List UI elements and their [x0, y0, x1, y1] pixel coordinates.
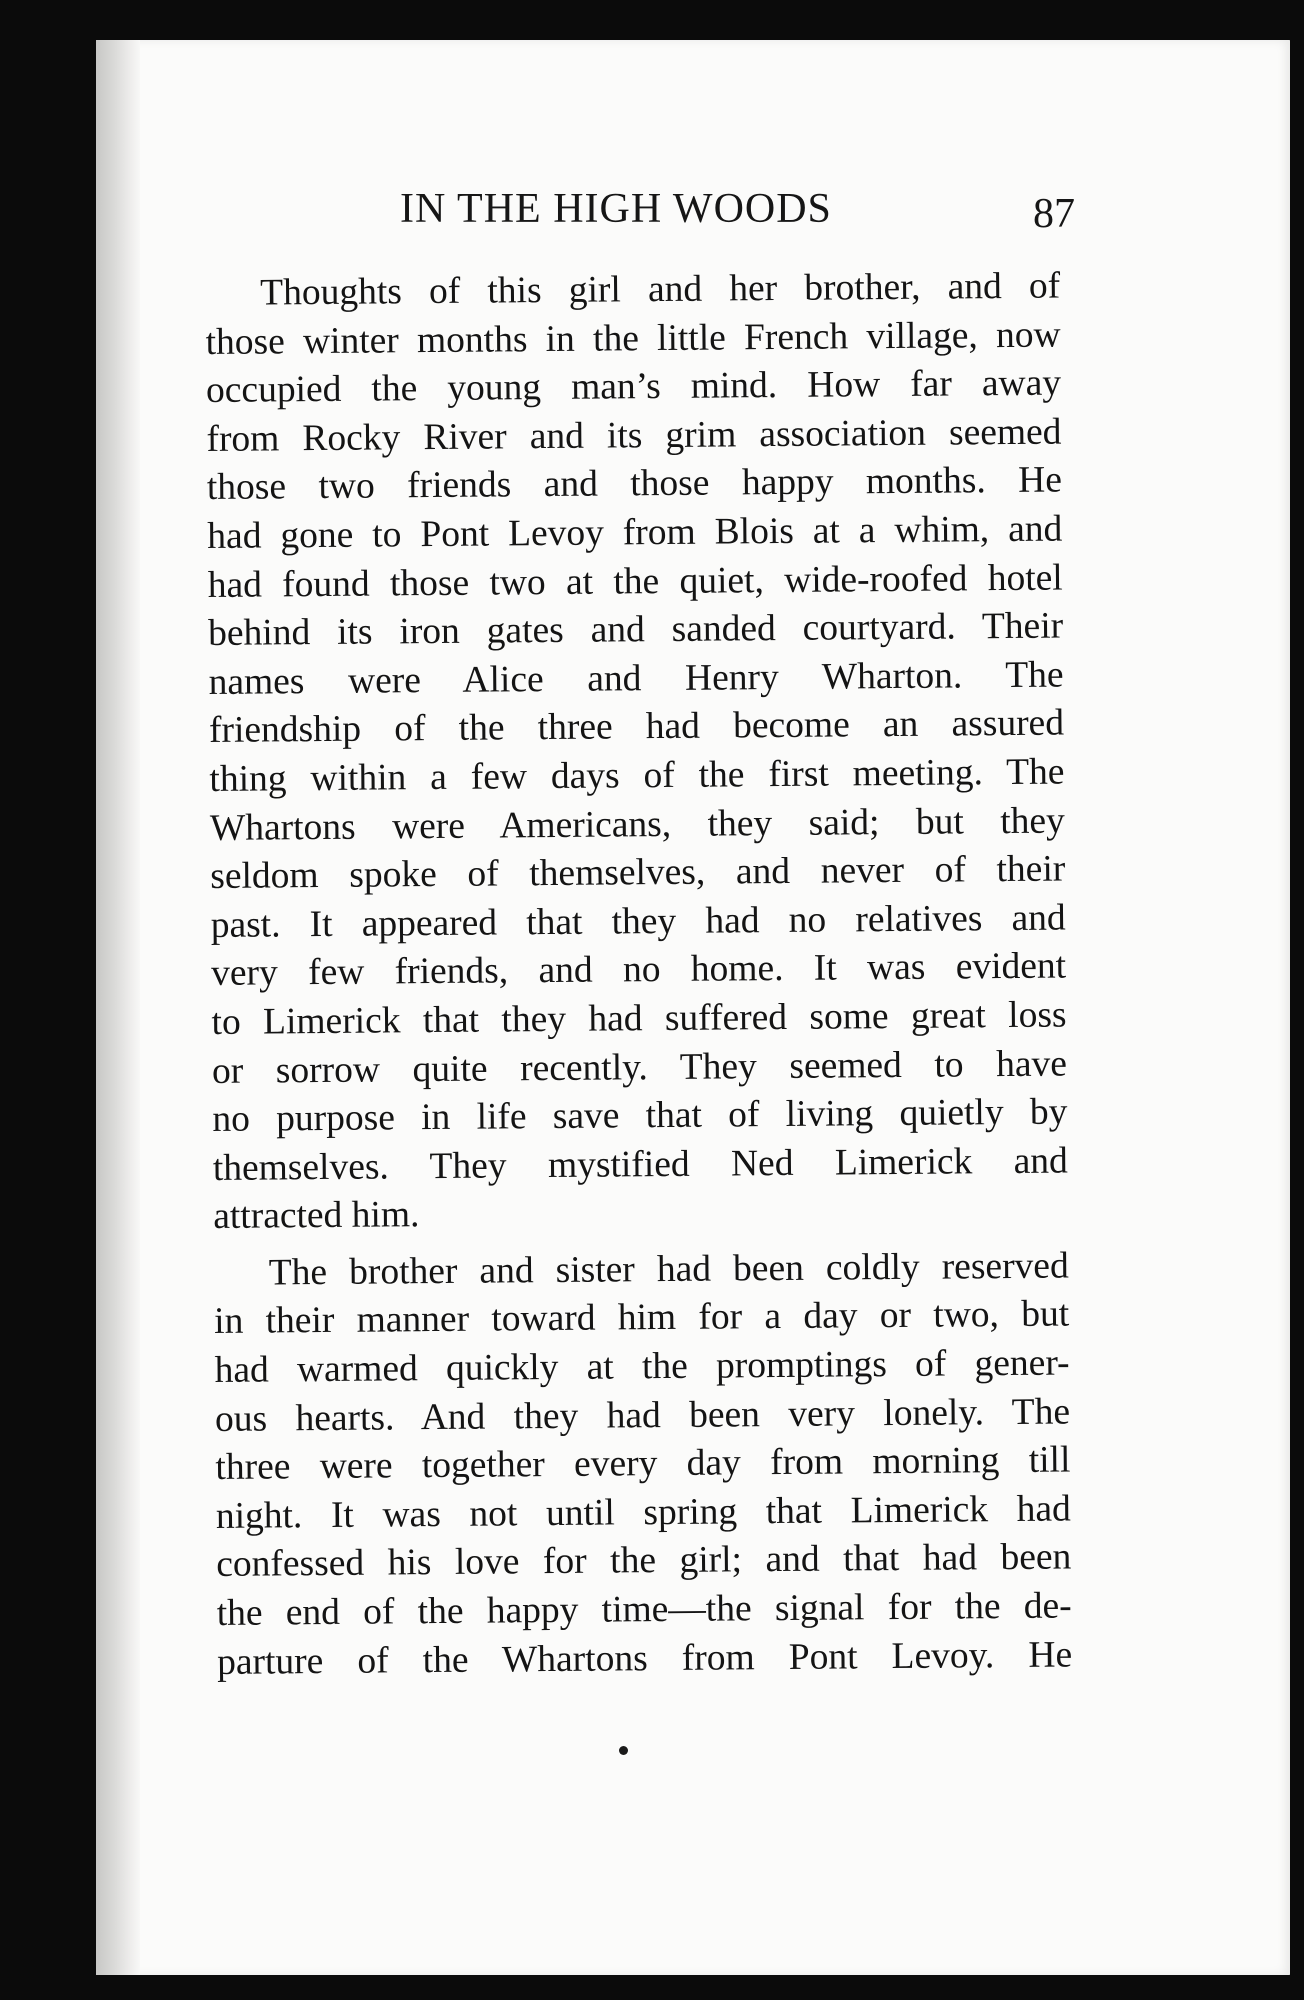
book-gutter-shadow [96, 40, 140, 1975]
text-line: parture of the Whartons from Pont Levoy. He [216, 1634, 1073, 1683]
text-line: Whartons were Americans, they said; but they [209, 800, 1066, 849]
text-line: Thoughts of this girl and her brother, and of [260, 265, 1061, 314]
text-line: friendship of the three had become an assured [208, 702, 1065, 752]
text-line: very few friends, and no home. It was evident [210, 945, 1067, 995]
text-line: the end of the happy time—the signal for the de- [216, 1585, 1072, 1634]
text-line: thing within a few days of the first meeting. The [209, 751, 1065, 800]
text-line: names were Alice and Henry Wharton. The [208, 654, 1064, 703]
text-line: no purpose in life save that of living quietly by [212, 1091, 1068, 1141]
text-line: to Limerick that they had suffered some great loss [211, 994, 1067, 1043]
text-line: had found those two at the quiet, wide-roofed hotel [207, 557, 1063, 606]
text-line: those winter months in the little French village, now [205, 314, 1061, 363]
page-number: 87 [1033, 191, 1075, 237]
text-line: or sorrow quite recently. They seemed to have [211, 1043, 1068, 1092]
signature-mark [619, 1746, 628, 1755]
page-edge [1290, 0, 1304, 2000]
running-title: IN THE HIGH WOODS [400, 186, 832, 232]
paragraph [205, 263, 1068, 1242]
text-line: past. It appeared that they had no relatives and [210, 897, 1066, 946]
text-line: attracted him. [213, 1194, 420, 1238]
text-line: from Rocky River and its grim association seemed [206, 411, 1062, 460]
text-line: seldom spoke of themselves, and never of their [210, 848, 1066, 898]
text-line: three were together every day from morning till [215, 1439, 1071, 1489]
text-line: had warmed quickly at the promptings of gener- [214, 1342, 1070, 1392]
text-line: behind its iron gates and sanded courtyard. Their [207, 605, 1064, 655]
text-line: themselves. They mystified Ned Limerick and [212, 1140, 1068, 1189]
text-line: those two friends and those happy months. He [206, 459, 1063, 509]
text-line: confessed his love for the girl; and that had been [216, 1536, 1072, 1586]
text-line: had gone to Pont Levoy from Blois at a whim, and [207, 508, 1063, 557]
text-line: in their manner toward him for a day or two, but [214, 1293, 1070, 1343]
text-line: occupied the young man’s mind. How far away [205, 362, 1062, 412]
text-line: ous hearts. And they had been very lonely. The [214, 1391, 1071, 1440]
body-text [205, 263, 1072, 1688]
text-line: night. It was not until spring that Limerick had [215, 1488, 1072, 1537]
paragraph [214, 1242, 1073, 1687]
text-line: The brother and sister had been coldly reserved [268, 1245, 1069, 1294]
